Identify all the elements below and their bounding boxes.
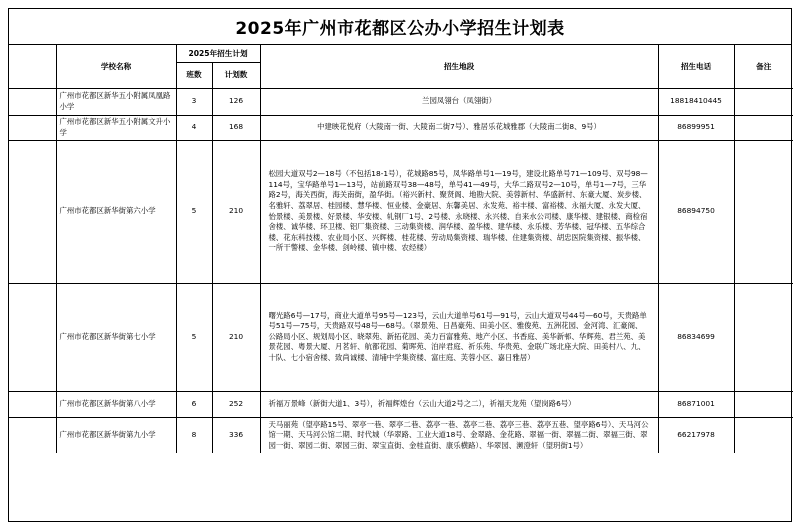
- table-row: [9, 140, 793, 283]
- phone-cell: 86899951: [658, 115, 734, 140]
- header-plan-group: 2025年招生计划: [176, 45, 260, 62]
- row-index-cell: [9, 283, 56, 391]
- classes-cell: 6: [176, 391, 212, 417]
- table-row: [9, 88, 793, 115]
- plan-count-cell: 210: [212, 140, 260, 283]
- row-index-cell: [9, 140, 56, 283]
- header-classes: 班数: [176, 62, 212, 88]
- plan-count-cell: 252: [212, 391, 260, 417]
- area-cell: 松园大道双号2—18号（不包括18-1号），花城路85号，凤华路单号1—19号，建设北路单号71—109号、双号98—114号，宝华路单号1—13号，站前路双号38—48号，单号41—49号，大华二路双号2—10号，单号1—7号，三华路2号，海关西街，海关南街，盈华街。（裕兴新村、聚贤阁、地勘大院、美蓉新村、华盛新村、东豪大厦、炭步楼、名雅轩、荔翠居、桂园楼、慧华楼、恒业楼、金豪居、东馨美居、永发苑、裕丰楼、富裕楼、永福大厦、永发大厦、怡景楼、美景楼、好景楼、华安楼、轧钢厂1号、2号楼、永晓楼、永兴楼、自来水公司楼、康华楼、建银楼、商检宿舍楼、诚华楼、环卫楼、铝厂集资楼、三动集资楼、润华楼、盈华楼、建华楼、永乐楼、芳华楼、冠华楼、五华综合楼、花东科技楼、农业局小区、兴辉楼、桂花楼、劳动局集资楼、瑞华楼、住建集资楼、胡忠医院集资楼、振华楼、一所干警楼、金华楼、剑岭楼、镇中楼、农经楼）: [260, 140, 658, 283]
- plan-count-cell: 168: [212, 115, 260, 140]
- area-cell: 兰园凤翎台（凤翎街）: [260, 88, 658, 115]
- table-row: [9, 283, 793, 391]
- area-cell: 天马丽苑（望亭路15号、翠亭一巷、翠亭二巷、荔亭一巷、荔亭二巷、荔亭三巷、荔亭五巷、望亭路6号）、天马河公馆一期、天马河公馆二期、时代城（华翠路、工业大道18号、金翠路、金花路、翠福一街、翠福二街、翠福三街、翠园一街、翠园二街、翠园三街、翠宝直街、金桂直街、康乐横路）、华翠园、濒澄轩（望玥街1号）: [260, 417, 658, 453]
- classes-cell: 3: [176, 88, 212, 115]
- school-name-cell: 广州市花都区新华五小附属凤凰路小学: [56, 88, 176, 115]
- row-index-cell: [9, 391, 56, 417]
- plan-count-cell: 126: [212, 88, 260, 115]
- row-index-cell: [9, 88, 56, 115]
- table-row: [9, 391, 793, 417]
- plan-count-cell: 336: [212, 417, 260, 453]
- admission-plan-sheet: [8, 8, 792, 522]
- remark-cell: [734, 417, 793, 453]
- header-row-1: [9, 45, 793, 62]
- admission-plan-table: [9, 45, 793, 453]
- classes-cell: 8: [176, 417, 212, 453]
- classes-cell: 5: [176, 140, 212, 283]
- remark-cell: [734, 391, 793, 417]
- school-name-cell: 广州市花都区新华街第六小学: [56, 140, 176, 283]
- header-school-name: 学校名称: [56, 45, 176, 88]
- phone-cell: 86894750: [658, 140, 734, 283]
- header-plan-count: 计划数: [212, 62, 260, 88]
- school-name-cell: 广州市花都区新华街第七小学: [56, 283, 176, 391]
- classes-cell: 5: [176, 283, 212, 391]
- row-index-cell: [9, 115, 56, 140]
- phone-cell: 66217978: [658, 417, 734, 453]
- phone-cell: 18818410445: [658, 88, 734, 115]
- table-row: [9, 115, 793, 140]
- area-cell: 曙光路6号—17号，商业大道单号95号—123号，云山大道单号61号—91号，云山大道双号44号—60号，天贵路单号51号—75号，天贵路双号48号—68号。（翠景苑、日昌豪苑、田美小区、雅俊苑、五洲花园、金河湾、汇豪阁、公路局小区、规划局小区、晓翠苑、新拓花园、美力百富雅苑、地产小区、书香庭、美华新邨、华辉苑、君兰苑、美景花园、粤景大厦、月茗轩、航都花园、菊晖苑、泊岸君庭、祈乐苑、华贵苑、金联广场北座大院、田美村八、九、十队、七小宿舍楼、致尚诚楼、清埔中学集资楼、富庄庭、芙蓉小区、嘉日雅居）: [260, 283, 658, 391]
- phone-cell: 86871001: [658, 391, 734, 417]
- table-row: [9, 417, 793, 453]
- header-remarks: 备注: [734, 45, 793, 88]
- header-index-blank: [9, 45, 56, 88]
- area-cell: 中建映花悦府（大陵南一街、大陵南二街7号）、雅居乐花城雅郡（大陵南二街8、9号）: [260, 115, 658, 140]
- row-index-cell: [9, 417, 56, 453]
- school-name-cell: 广州市花都区新华街第九小学: [56, 417, 176, 453]
- remark-cell: [734, 140, 793, 283]
- sheet-title: 2025年广州市花都区公办小学招生计划表: [9, 9, 791, 45]
- area-cell: 祈福万景峰（新街大道1、3号），祈福辉煌台（云山大道2号之二），祈福天龙苑（望岗路6号）: [260, 391, 658, 417]
- school-name-cell: 广州市花都区新华街第八小学: [56, 391, 176, 417]
- plan-count-cell: 210: [212, 283, 260, 391]
- school-name-cell: 广州市花都区新华五小附属文升小学: [56, 115, 176, 140]
- remark-cell: [734, 88, 793, 115]
- classes-cell: 4: [176, 115, 212, 140]
- header-area: 招生地段: [260, 45, 658, 88]
- header-phone: 招生电话: [658, 45, 734, 88]
- remark-cell: [734, 115, 793, 140]
- phone-cell: 86834699: [658, 283, 734, 391]
- remark-cell: [734, 283, 793, 391]
